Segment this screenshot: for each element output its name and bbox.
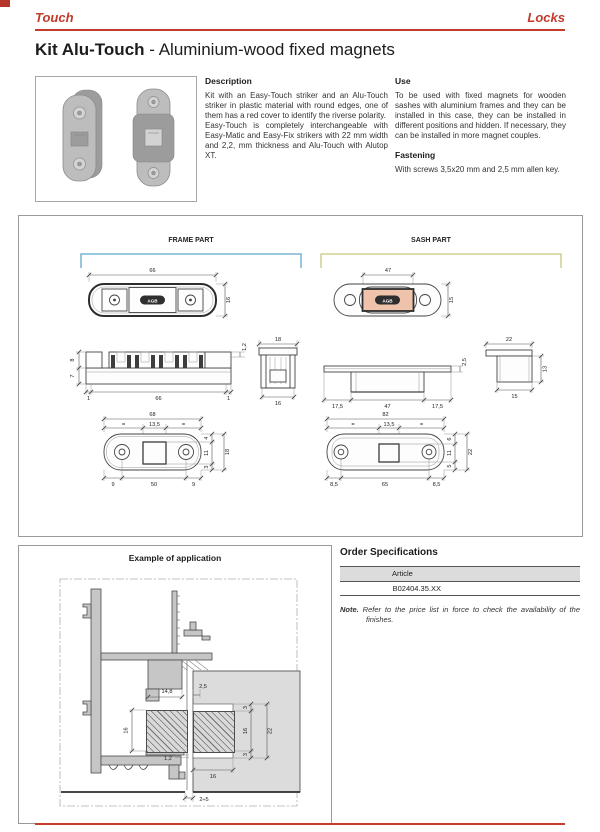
dim-frame-side-upper: 8	[70, 358, 76, 362]
dim-sash-side-plate: 2,5	[462, 358, 468, 366]
dim-sash-front-center: 13,5	[383, 422, 395, 428]
frame-side-view	[70, 343, 248, 402]
dim-sash-section-side: 13	[542, 365, 549, 373]
frame-cross-section	[257, 337, 299, 407]
dim-app-air-gap: 2÷5	[199, 797, 209, 803]
sash-part-bracket	[321, 254, 561, 268]
dim-sash-front-height: 22	[468, 448, 474, 456]
dim-frame-front-center: 13,5	[149, 422, 160, 428]
dim-sash-side-right: 17,5	[432, 404, 443, 410]
dim-sash-front-eq-right: =	[419, 422, 424, 428]
dim-sash-section-bottom: 15	[511, 394, 518, 400]
note-label: Note.	[340, 605, 359, 614]
striker-3d-left	[63, 90, 102, 181]
header-category-label: Locks	[527, 10, 565, 25]
dim-sash-front-eq-left: =	[351, 422, 355, 428]
dim-frame-front-total: 68	[149, 412, 156, 418]
dim-frame-side-length: 66	[155, 396, 162, 402]
article-code: B02404.35.XX	[392, 584, 441, 593]
product-photo-render	[36, 77, 194, 199]
use-section	[395, 76, 566, 175]
striker-3d-right	[133, 89, 174, 186]
dim-frame-front-holes: 50	[150, 482, 158, 488]
dim-app-pocket-width: 16	[209, 774, 217, 780]
technical-drawings-panel	[18, 215, 583, 537]
order-note	[340, 605, 580, 624]
use-heading: Use	[395, 76, 411, 86]
brand-logo-text: AGB	[147, 298, 158, 304]
dim-sash-side-center: 47	[384, 404, 391, 410]
dim-sash-front-top-off: 6	[447, 437, 453, 441]
order-table-header	[340, 566, 580, 582]
technical-drawings	[19, 216, 582, 534]
dim-sash-front-slot: 11	[447, 450, 453, 456]
sash-side-view	[322, 358, 468, 410]
dim-frame-front-edge-left: 9	[111, 482, 115, 488]
dim-sash-front-total: 82	[382, 412, 389, 418]
order-specifications	[340, 547, 580, 632]
dim-sash-front-bot-off: 5	[447, 464, 453, 468]
frame-magnet-hatched	[146, 710, 188, 753]
product-name: Kit Alu-Touch	[35, 40, 145, 59]
footer-rule	[35, 823, 565, 825]
dim-frame-side-left-end: 1	[86, 396, 91, 402]
dim-sash-top-width: 47	[384, 268, 392, 274]
dim-app-magnet-height: 16	[123, 727, 130, 734]
dim-app-pocket-height: 16	[243, 727, 249, 735]
description-heading: Description	[205, 76, 252, 86]
dim-sash-front-holes: 65	[381, 482, 389, 488]
dim-app-plate: 2,5	[199, 684, 207, 690]
fastening-paragraph: With screws 3,5x20 mm and 2,5 mm allen key.	[395, 165, 560, 174]
description-paragraph-1: Kit with an Easy-Touch striker and an Alu-Touch striker in plastic material with round edges, one of them has a red cover to identify the riverse polarity.	[205, 91, 388, 120]
page-corner-mark	[0, 0, 10, 7]
product-photo	[35, 76, 197, 202]
dim-app-lip: 1,2	[164, 756, 172, 762]
dim-frame-front-eq-right: =	[181, 422, 186, 428]
sash-cross-section	[484, 337, 549, 400]
frame-part-bracket	[81, 254, 301, 268]
dim-sash-side-left: 17,5	[332, 404, 343, 410]
frame-front-view	[102, 412, 231, 488]
dim-frame-side-right-end: 1	[226, 396, 231, 402]
dim-frame-front-slot: 11	[204, 450, 210, 456]
dim-app-bracket-width: 14,8	[161, 689, 173, 695]
order-table-row	[340, 582, 580, 596]
application-title: Example of application	[128, 553, 222, 563]
dim-sash-top-height: 15	[449, 296, 455, 304]
use-paragraph: To be used with fixed magnets for wooden sashes with aluminium frames and they can be installed in this case, they can be installed in different positions and hidden. If necessary, they can be installed in more magnet couples.	[395, 91, 566, 140]
order-heading: Order Specifications	[340, 547, 438, 558]
header-section-label: Touch	[35, 10, 74, 25]
dim-frame-section-bottom: 16	[274, 401, 282, 407]
dim-frame-section-top: 18	[274, 337, 282, 343]
fastening-heading: Fastening	[395, 150, 436, 160]
brand-logo-text: AGB	[382, 298, 393, 304]
note-body: Refer to the price list in force to check the availability of the finishes.	[358, 605, 580, 624]
dim-frame-front-height: 18	[225, 448, 231, 456]
aluminium-frame-profile	[61, 589, 212, 792]
sash-magnet-hatched	[193, 711, 235, 753]
dim-frame-top-height: 16	[226, 296, 232, 304]
description-paragraph-2: Easy-Touch is completely interchangeable with Easy-Matic and Easy-Fix strikers with 22 mm width and 2,2, mm thickness and Alu-Touch with Alutop XT.	[205, 121, 388, 160]
frame-part-label: FRAME PART	[168, 237, 214, 244]
dim-sash-section-top: 22	[505, 337, 513, 343]
application-example-panel	[18, 545, 332, 824]
dim-frame-front-eq-left: =	[121, 422, 126, 428]
description-section	[205, 76, 388, 161]
dim-app-clear-bottom: 3	[243, 752, 249, 757]
dim-frame-top-width: 66	[149, 268, 156, 274]
dim-frame-front-edge-right: 9	[191, 482, 196, 488]
dim-sash-front-edge-right: 8,5	[432, 482, 441, 488]
dim-app-clear-top: 3	[243, 705, 249, 710]
dim-frame-side-lower: 7	[70, 374, 76, 378]
dim-frame-front-top-off: 4	[204, 436, 210, 440]
sash-top-view	[334, 268, 455, 318]
dim-frame-side-lip: 1,2	[242, 343, 248, 351]
dim-app-striker-height: 22	[267, 727, 274, 735]
dim-sash-front-edge-left: 8,5	[330, 482, 338, 488]
page-title	[35, 40, 395, 60]
product-subtitle: - Aluminium-wood fixed magnets	[144, 40, 395, 59]
sash-front-view	[325, 412, 474, 488]
application-drawing	[19, 546, 331, 823]
frame-top-view	[87, 268, 232, 318]
header-rule	[35, 29, 565, 31]
sash-part-label: SASH PART	[411, 237, 451, 244]
article-column-header: Article	[391, 569, 413, 578]
dim-frame-front-bot-off: 3	[204, 465, 210, 469]
